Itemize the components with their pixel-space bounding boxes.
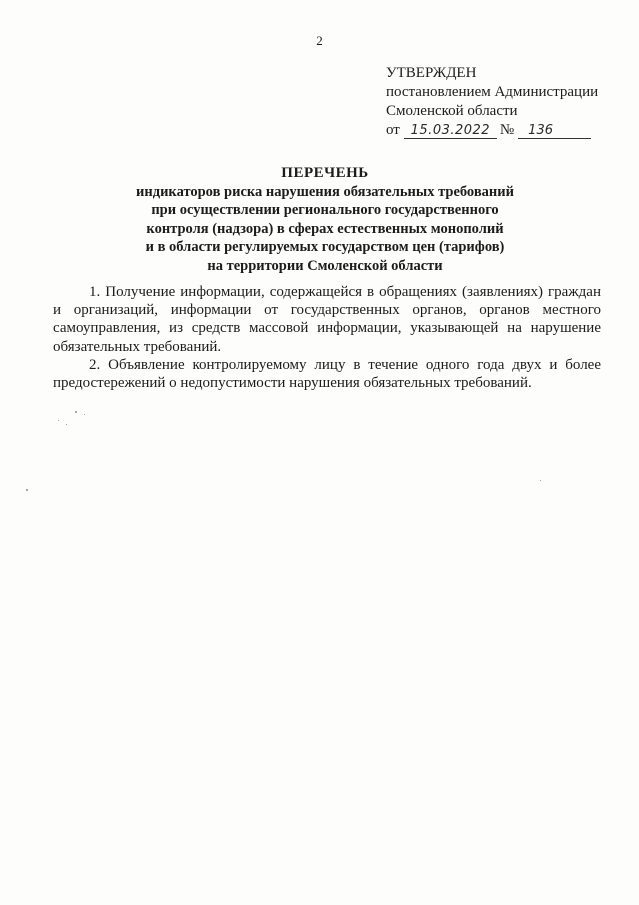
list-item: 2. Объявление контролируемому лицу в течение одного года двух и более предостережений о недопустимости нарушения обязательных требований. bbox=[53, 356, 601, 392]
scan-speck bbox=[26, 489, 28, 491]
scan-speck bbox=[84, 414, 85, 415]
page-number: 2 bbox=[316, 33, 323, 48]
date-prefix: от bbox=[386, 122, 400, 138]
handwritten-number: 136 bbox=[518, 123, 591, 139]
heading-line: при осуществлении регионального государственного bbox=[151, 202, 499, 219]
heading-line: и в области регулируемых государством цен (тарифов) bbox=[145, 239, 505, 256]
approval-stamp bbox=[386, 64, 626, 140]
heading-line: на территории Смоленской области bbox=[207, 257, 443, 274]
scan-speck bbox=[66, 424, 67, 425]
approval-title: УТВЕРЖДЕН bbox=[386, 65, 477, 81]
heading-line: контроля (надзора) в сферах естественных монополий bbox=[146, 220, 504, 237]
approval-date-number bbox=[386, 121, 626, 140]
list-item: 1. Получение информации, содержащейся в обращениях (заявлениях) граждан и организаций, информации от государственных органов, органов местного самоуправления, из средств массовой информации, указывающей на нарушение обязательных требований. bbox=[53, 284, 601, 355]
approval-line-2: Смоленской области bbox=[386, 103, 518, 119]
document-heading bbox=[60, 164, 590, 276]
heading-line: индикаторов риска нарушения обязательных требований bbox=[136, 183, 514, 200]
scan-speck bbox=[75, 411, 77, 413]
scan-speck bbox=[540, 480, 541, 481]
approval-line-1: постановлением Администрации bbox=[386, 84, 599, 100]
scan-speck bbox=[58, 420, 59, 421]
handwritten-date: 15.03.2022 bbox=[404, 123, 497, 139]
document-body bbox=[53, 283, 601, 392]
document-title: ПЕРЕЧЕНЬ bbox=[281, 165, 369, 181]
number-prefix: № bbox=[499, 122, 515, 138]
